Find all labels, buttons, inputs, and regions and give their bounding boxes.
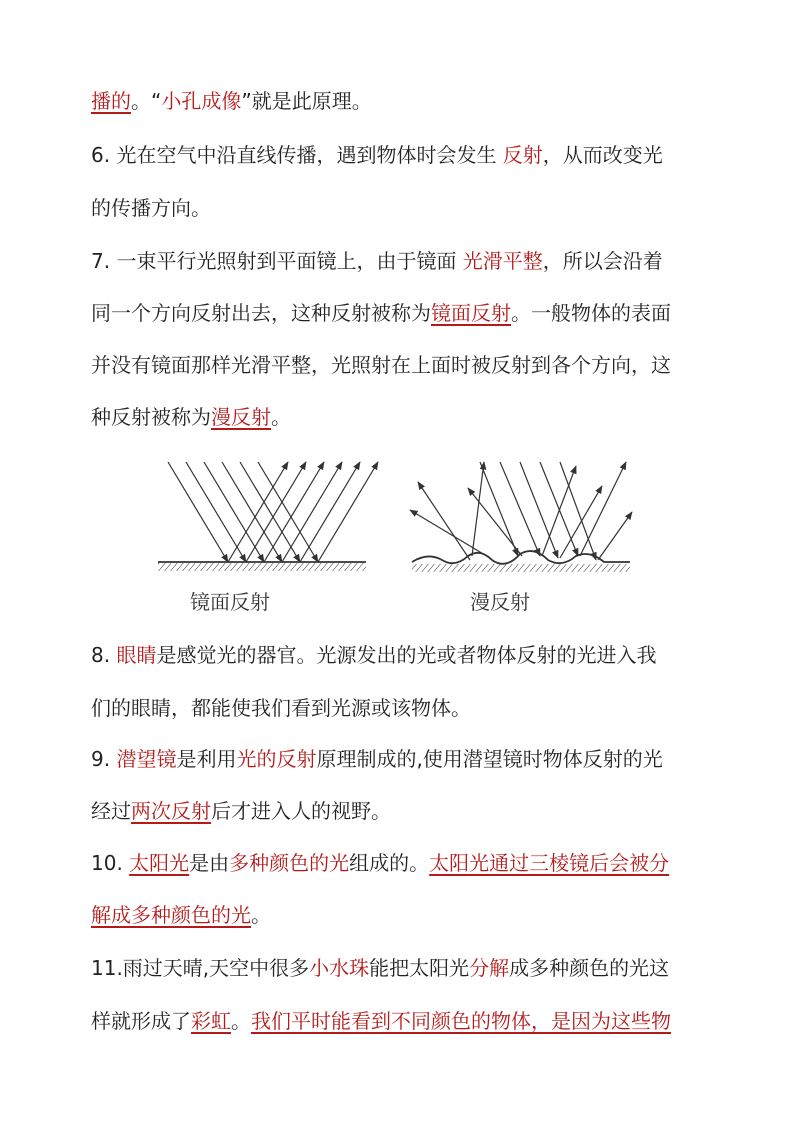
text-segment: ，所以会沿着 [542,249,663,273]
text-segment: 。 [271,405,291,429]
highlight-term: 小水珠 [309,956,370,980]
text-segment: 后才进入人的视野。 [211,799,391,823]
text-segment: 。 [231,1009,251,1033]
highlight-term: 眼睛 [116,643,157,667]
highlight-term: 多种颜色的光 [229,851,350,875]
text-segment: 7. 一束平行光照射到平面镜上，由于镜面 [91,249,463,273]
text-segment: 是感觉光的器官。光源发出的光或者物体反射的光进入我 [156,643,657,667]
text-segment: 原理制成的,使用潜望镜时物体反射的光 [316,747,663,771]
highlight-term: 光滑平整 [462,249,543,273]
text-segment: 。一般物体的表面 [511,301,671,325]
highlight-term: 镜面反射 [431,301,511,325]
text-segment: 6. 光在空气中沿直线传播，遇到物体时会发生 [91,143,503,167]
specular-caption: 镜面反射 [190,590,270,614]
highlight-term: 小孔成像 [161,89,242,113]
highlight-term: 彩虹 [191,1009,231,1033]
text-segment: ，从而改变光 [542,143,663,167]
text-segment: 并没有镜面那样光滑平整，光照射在上面时被反射到各个方向，这 [91,353,671,377]
text-line [91,902,271,928]
text-segment: 种反射被称为 [91,405,211,429]
highlight-term: 播的 [91,89,131,113]
text-segment: 样就形成了 [91,1009,191,1033]
text-segment: 是利用 [176,747,237,771]
text-segment: 们的眼睛，都能使我们看到光源或该物体。 [91,696,471,720]
text-line [91,695,471,721]
text-segment: 经过 [91,799,131,823]
text-line [91,88,372,114]
highlight-term: 太阳光 [129,851,190,875]
diffuse-caption: 漫反射 [470,590,530,614]
text-line [91,850,669,876]
text-segment: 。 [251,903,271,927]
highlight-term: 光的反射 [236,747,317,771]
text-segment: 成多种颜色的光这 [509,956,670,980]
highlight-term: 两次反射 [131,799,211,823]
highlight-term: 解成多种颜色的光 [91,903,251,927]
highlight-term: 潜望镜 [116,747,177,771]
text-segment: 11.雨过天晴,天空中很多 [91,956,310,980]
text-line [91,248,663,274]
text-segment: ”就是此原理。 [241,89,372,113]
text-line [91,300,671,326]
text-segment: 9. [91,747,117,771]
highlight-term: 分解 [469,956,510,980]
diffuse-reflection-diagram [410,462,632,572]
text-line [91,746,663,772]
text-line [91,195,211,221]
specular-reflection-diagram [158,462,378,571]
highlight-term: 漫反射 [211,405,271,429]
text-segment: 同一个方向反射出去，这种反射被称为 [91,301,431,325]
reflection-figure [150,452,640,622]
text-segment: 能把太阳光 [369,956,470,980]
text-line [91,642,656,668]
text-line [91,798,391,824]
text-line [91,142,663,168]
text-line [91,955,669,981]
text-line [91,352,671,378]
highlight-term: 反射 [502,143,543,167]
text-segment: 10. [91,851,130,875]
highlight-term: 我们平时能看到不同颜色的物体，是因为这些物 [251,1009,671,1033]
text-line [91,1008,671,1034]
text-segment: 组成的。 [349,851,430,875]
text-segment: 8. [91,643,117,667]
text-segment: 。“ [131,89,162,113]
text-segment: 的传播方向。 [91,196,211,220]
highlight-term: 太阳光通过三棱镜后会被分 [429,851,670,875]
text-line [91,404,291,430]
text-segment: 是由 [189,851,230,875]
